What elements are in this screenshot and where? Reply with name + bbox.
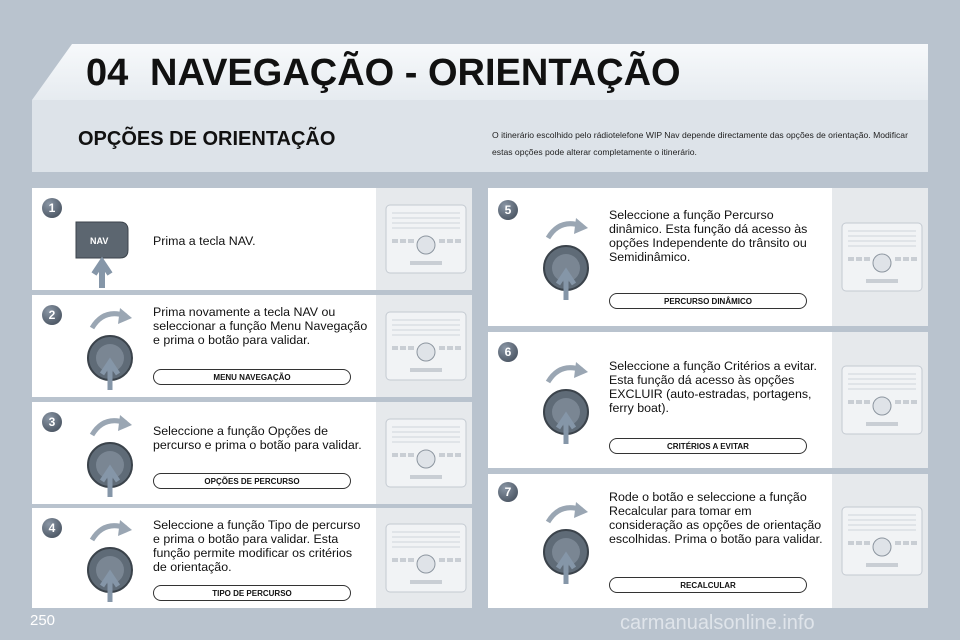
step-badge-3: 3 [42, 412, 62, 432]
nav-key-label: NAV [90, 236, 109, 246]
step-text-7: Rode o botão e seleccione a função Recalcular para tomar em consideração as opções de orientação escolhidas. Prima o botão para validar. [609, 490, 823, 546]
radio-unit-icon [376, 508, 472, 608]
intro-text: O itinerário escolhido pelo rádiotelefone WIP Nav depende directamente das opções de orientação. Modificar estas opções pode alterar completamente o itinerário. [492, 130, 908, 157]
radio-thumbnail-1 [376, 188, 472, 290]
step-text-2: Prima novamente a tecla NAV ou seleccionar a função Menu Navegação e prima o botão para validar. [153, 305, 368, 347]
radio-unit-icon [832, 474, 928, 608]
step-badge-2: 2 [42, 305, 62, 325]
radio-thumbnail-7 [832, 474, 928, 608]
section-title: OPÇÕES DE ORIENTAÇÃO [78, 128, 336, 150]
rotary-knob-icon [80, 306, 142, 392]
step-badge-7: 7 [498, 482, 518, 502]
radio-thumbnail-2 [376, 295, 472, 397]
radio-thumbnail-4 [376, 508, 472, 608]
menu-label-percurso-dinamico: PERCURSO DINÂMICO [609, 293, 807, 309]
step-text-5: Seleccione a função Percurso dinâmico. Esta função dá acesso às opções Independente do trânsito ou Semidinâmico. [609, 208, 808, 264]
radio-unit-icon [376, 402, 472, 504]
radio-unit-icon [376, 295, 472, 397]
step-text-1: Prima a tecla NAV. [153, 234, 256, 248]
step-badge-5: 5 [498, 200, 518, 220]
page-title: NAVEGAÇÃO - ORIENTAÇÃO [150, 52, 681, 94]
radio-thumbnail-5 [832, 188, 928, 326]
rotary-knob-icon [536, 360, 598, 446]
rotary-knob-icon [536, 500, 598, 586]
rotary-knob-icon [80, 413, 142, 499]
chapter-number: 04 [86, 52, 129, 94]
nav-key-icon [74, 218, 150, 290]
menu-label-menu-navegacao: MENU NAVEGAÇÃO [153, 369, 351, 385]
header-corner [32, 44, 72, 100]
step-badge-6: 6 [498, 342, 518, 362]
radio-thumbnail-3 [376, 402, 472, 504]
menu-label-opcoes-de-percurso: OPÇÕES DE PERCURSO [153, 473, 351, 489]
step-badge-1: 1 [42, 198, 62, 218]
radio-unit-icon [376, 188, 472, 290]
radio-unit-icon [832, 332, 928, 468]
rotary-knob-icon [80, 518, 142, 604]
watermark: carmanualsonline.info [620, 612, 815, 634]
menu-label-tipo-de-percurso: TIPO DE PERCURSO [153, 585, 351, 601]
radio-unit-icon [832, 188, 928, 326]
step-text-3: Seleccione a função Opções de percurso e prima o botão para validar. [153, 424, 362, 452]
menu-label-criterios-a-evitar: CRITÉRIOS A EVITAR [609, 438, 807, 454]
page-number: 250 [30, 612, 56, 629]
step-badge-4: 4 [42, 518, 62, 538]
menu-label-recalcular: RECALCULAR [609, 577, 807, 593]
radio-thumbnail-6 [832, 332, 928, 468]
rotary-knob-icon [536, 216, 598, 302]
step-text-6: Seleccione a função Critérios a evitar. Esta função dá acesso às opções EXCLUIR (auto-estradas, portagens, ferry boat). [609, 359, 817, 415]
step-text-4: Seleccione a função Tipo de percurso e prima o botão para validar. Esta função permite modificar os critérios de orientação. [153, 518, 361, 574]
